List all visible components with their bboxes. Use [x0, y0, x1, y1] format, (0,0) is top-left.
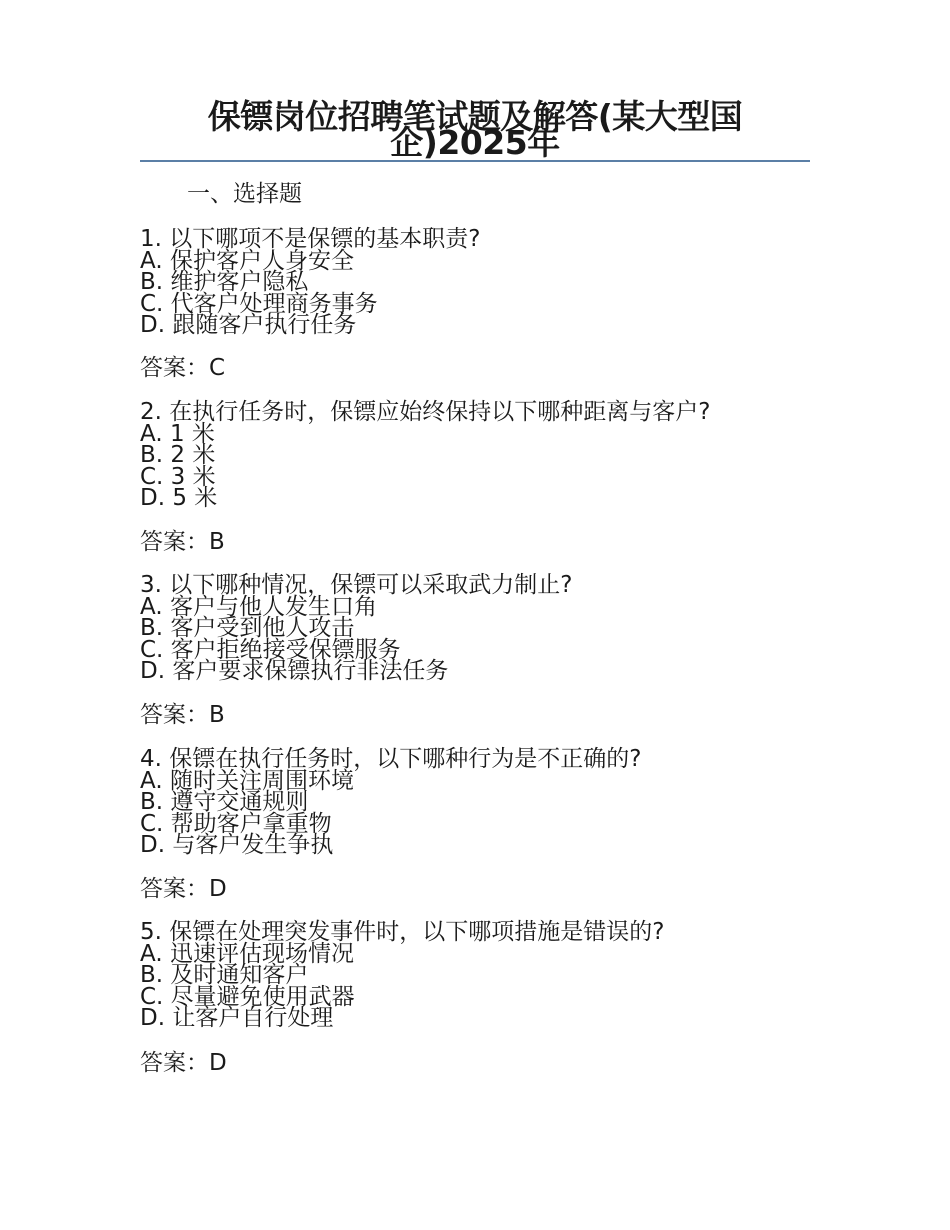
question-block-2: [140, 399, 840, 511]
section-heading: 一、选择题: [187, 181, 302, 207]
title-underline: [140, 160, 810, 162]
option-a: A. 保护客户人身安全: [140, 247, 354, 274]
question-text: 3. 以下哪种情况，保镖可以采取武力制止?: [140, 572, 573, 598]
option-a: A. 随时关注周围环境: [140, 767, 354, 794]
option-c: C. 帮助客户拿重物: [140, 810, 332, 837]
question-text: 2. 在执行任务时，保镖应始终保持以下哪种距离与客户?: [140, 399, 711, 425]
option-b: B. 及时通知客户: [140, 962, 309, 988]
question-block-5: [140, 919, 840, 1031]
option-b: B. 客户受到他人攻击: [140, 615, 355, 641]
answer-3: 答案：B: [140, 702, 225, 728]
option-a: A. 迅速评估现场情况: [140, 940, 354, 967]
option-b: B. 2 米: [140, 442, 216, 468]
document-title: 保镖岗位招聘笔试题及解答(某大型国企)2025年: [207, 97, 743, 162]
option-d: D. 让客户自行处理: [140, 1005, 334, 1031]
question-block-3: [140, 572, 840, 684]
question-text: 4. 保镖在执行任务时，以下哪种行为是不正确的?: [140, 746, 642, 772]
option-d: D. 跟随客户执行任务: [140, 312, 357, 338]
answer-4: 答案：D: [140, 876, 227, 902]
option-b: B. 遵守交通规则: [140, 789, 309, 815]
option-c: C. 客户拒绝接受保镖服务: [140, 636, 401, 663]
option-d: D. 5 米: [140, 485, 218, 511]
question-block-1: [140, 226, 840, 338]
question-text: 5. 保镖在处理突发事件时，以下哪项措施是错误的?: [140, 919, 665, 945]
answer-1: 答案：C: [140, 355, 226, 381]
answer-5: 答案：D: [140, 1050, 227, 1076]
question-text: 1. 以下哪项不是保镖的基本职责?: [140, 226, 481, 252]
option-d: D. 客户要求保镖执行非法任务: [140, 658, 449, 684]
option-a: A. 客户与他人发生口角: [140, 593, 377, 620]
option-b: B. 维护客户隐私: [140, 269, 309, 295]
answer-2: 答案：B: [140, 529, 225, 555]
option-c: C. 尽量避免使用武器: [140, 983, 355, 1010]
option-c: C. 3 米: [140, 463, 216, 490]
question-block-4: [140, 746, 840, 858]
option-d: D. 与客户发生争执: [140, 832, 334, 858]
option-c: C. 代客户处理商务事务: [140, 290, 378, 317]
option-a: A. 1 米: [140, 420, 215, 447]
